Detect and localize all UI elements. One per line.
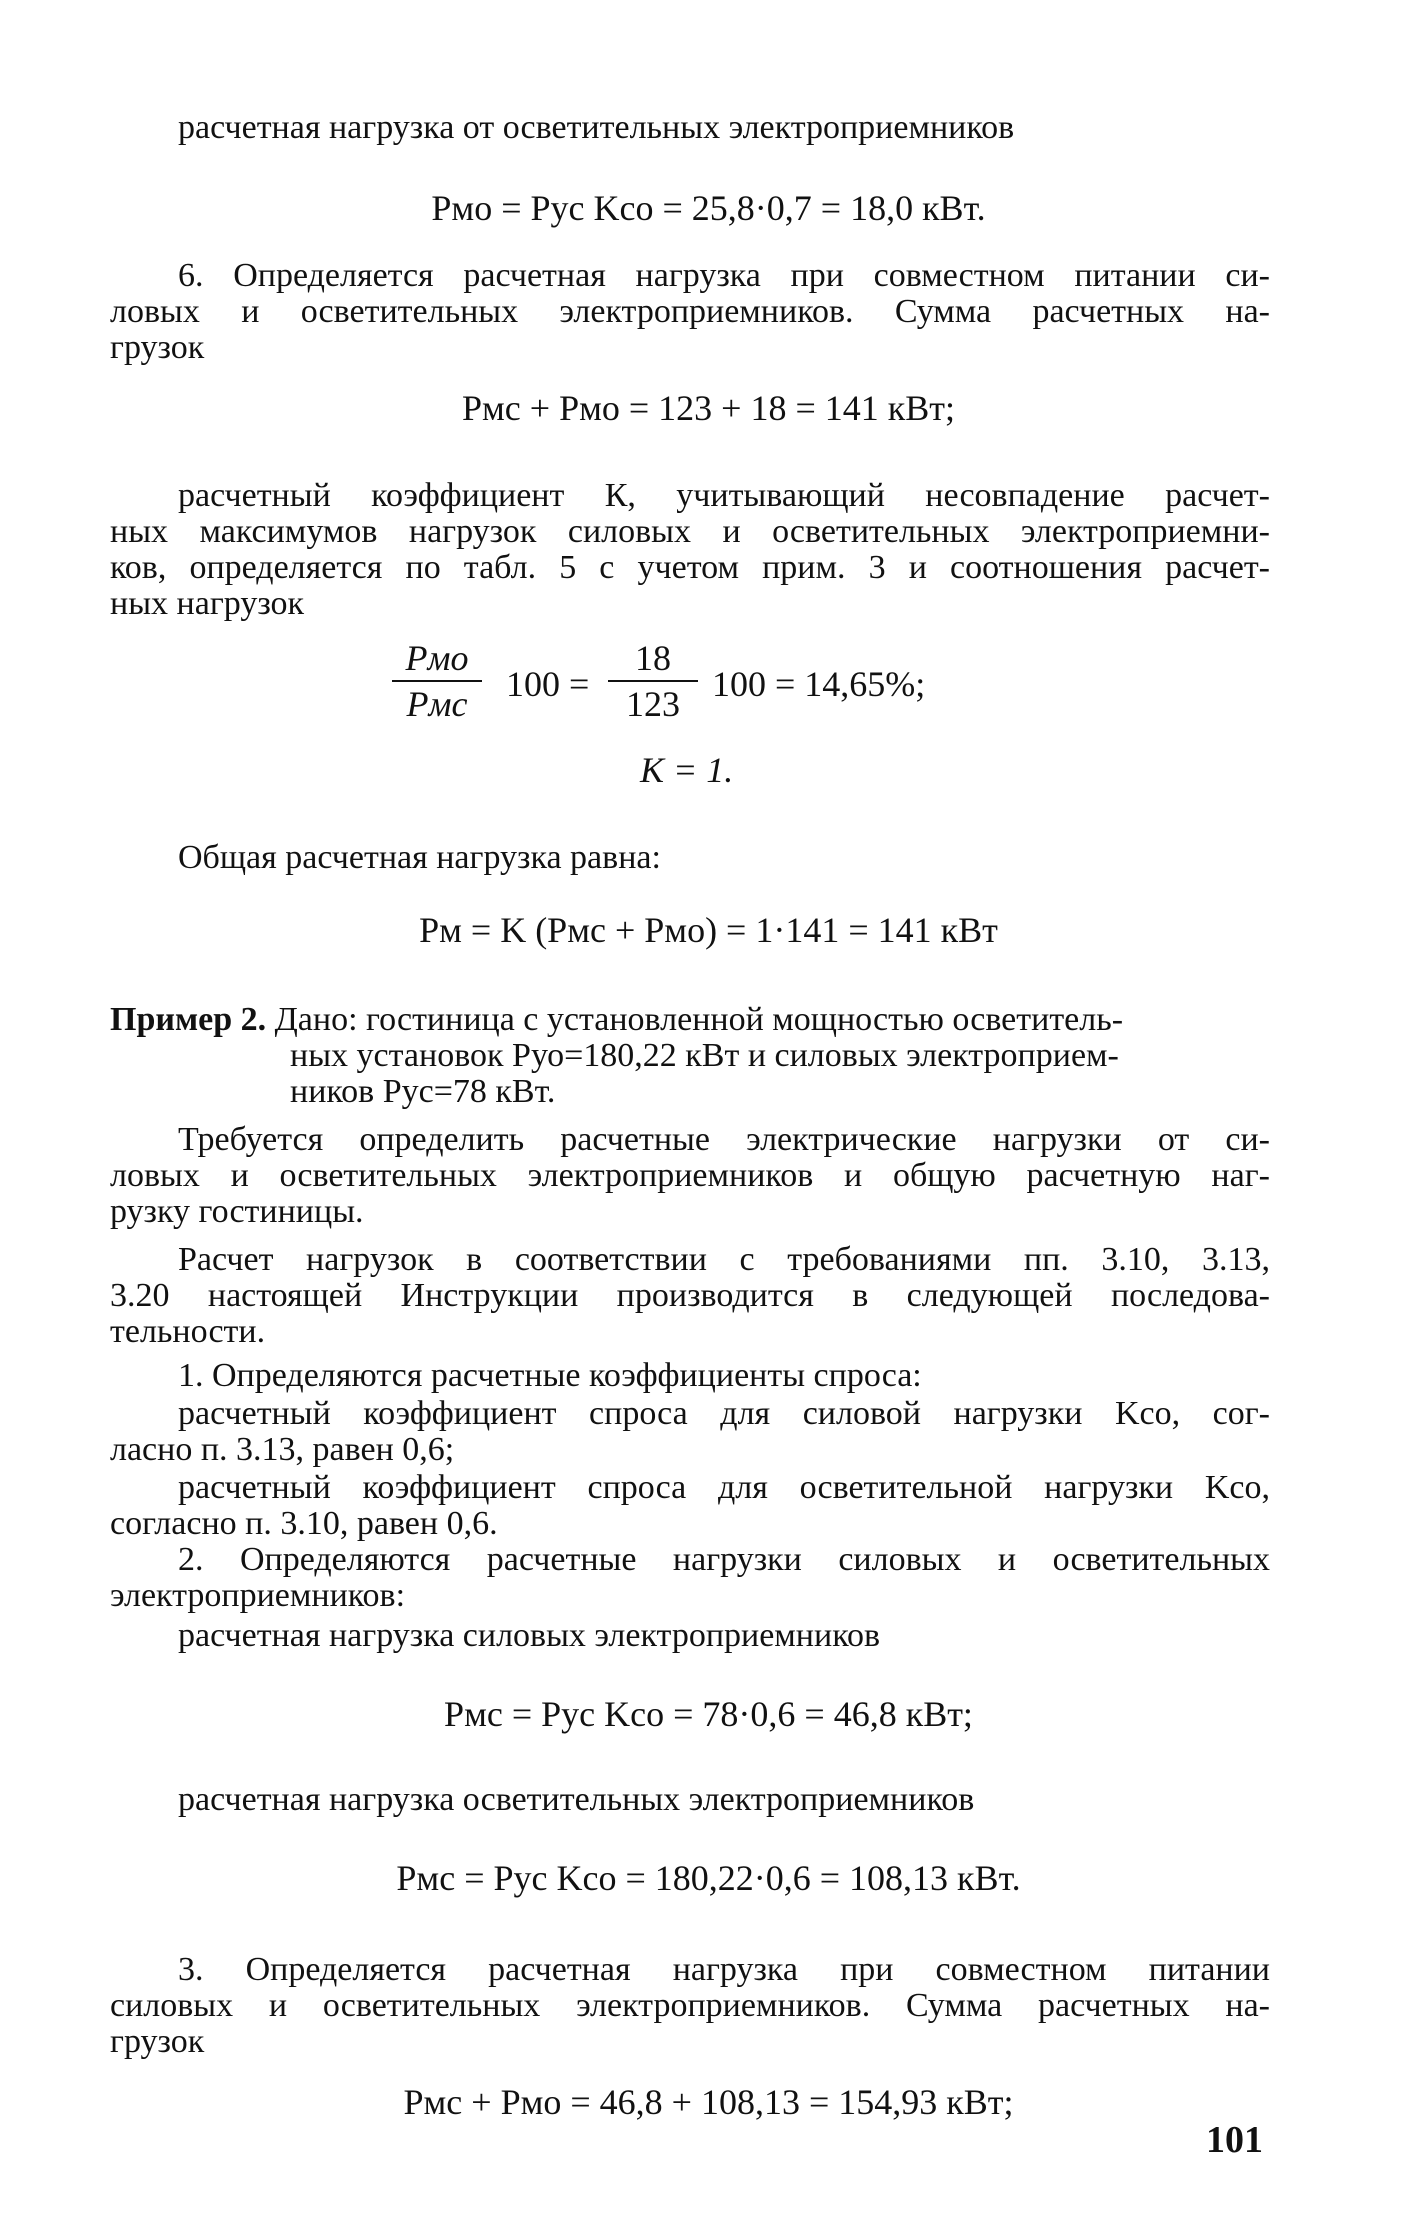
formula-sum-1: Pмс + Pмо = 123 + 18 = 141 кВт; xyxy=(461,388,956,428)
text-line: грузок xyxy=(110,329,205,366)
text-line: расчетный коэффициент спроса для осветительной нагрузки Kсо, xyxy=(178,1469,1270,1506)
text-line: ков, определяется по табл. 5 с учетом прим. 3 и соотношения расчет- xyxy=(110,549,1270,586)
formula-pmo: Pмо = Pус Kсо = 25,8·0,7 = 18,0 кВт. xyxy=(431,188,986,228)
text-line: расчетная нагрузка от осветительных электроприемников xyxy=(178,109,1015,146)
fraction-18-123 xyxy=(608,636,698,726)
text-line: грузок xyxy=(110,2023,205,2060)
text-line: 3.20 настоящей Инструкции производится в следующей последова- xyxy=(110,1277,1270,1314)
formula-k: K = 1. xyxy=(640,750,734,790)
formula-tail: 100 = 14,65%; xyxy=(712,664,926,704)
formula-sum-2: Pмс + Pмо = 46,8 + 108,13 = 154,93 кВт; xyxy=(403,2082,1014,2122)
fraction-numerator: 18 xyxy=(635,638,671,678)
text-line: согласно п. 3.10, равен 0,6. xyxy=(110,1505,498,1542)
text-line: ников Pус=78 кВт. xyxy=(290,1073,556,1110)
text-line: расчетный коэффициент спроса для силовой нагрузки Kсо, сог- xyxy=(178,1395,1270,1432)
example-line xyxy=(110,1000,1270,1040)
text-line: расчетный коэффициент К, учитывающий несовпадение расчет- xyxy=(178,477,1270,514)
text-line: Общая расчетная нагрузка равна: xyxy=(178,839,661,876)
fraction-denominator: Pмс xyxy=(406,684,468,724)
text-line: тельности. xyxy=(110,1313,266,1350)
example-heading: Пример 2. xyxy=(110,1001,267,1038)
text-line: электроприемников: xyxy=(110,1577,406,1614)
text-line: Требуется определить расчетные электрические нагрузки от си- xyxy=(178,1121,1270,1158)
formula-pmc-1: Pмс = Pус Kсо = 78·0,6 = 46,8 кВт; xyxy=(444,1694,973,1734)
text-line: ласно п. 3.13, равен 0,6; xyxy=(110,1431,455,1468)
text-line: расчетная нагрузка осветительных электроприемников xyxy=(178,1781,975,1818)
text-line: силовых и осветительных электроприемников. Сумма расчетных на- xyxy=(110,1987,1270,2024)
fraction-denominator: 123 xyxy=(626,684,680,724)
text-line: 2. Определяются расчетные нагрузки силовых и осветительных xyxy=(178,1541,1270,1578)
formula-mid: 100 = xyxy=(506,664,590,704)
text-line: расчетная нагрузка силовых электроприемников xyxy=(178,1617,881,1654)
text-line: ных нагрузок xyxy=(110,585,305,622)
text-line: 1. Определяются расчетные коэффициенты спроса: xyxy=(178,1357,922,1394)
text-line: ловых и осветительных электроприемников и общую расчетную наг- xyxy=(110,1157,1270,1194)
text-line: рузку гостиницы. xyxy=(110,1193,364,1230)
example-text: Дано: гостиница с установленной мощностью осветитель- xyxy=(274,1001,1124,1038)
text-line: ных максимумов нагрузок силовых и осветительных электроприемни- xyxy=(110,513,1270,550)
text-line: Расчет нагрузок в соответствии с требованиями пп. 3.10, 3.13, xyxy=(178,1241,1270,1278)
page-number: 101 xyxy=(1206,2119,1263,2161)
text-line: 3. Определяется расчетная нагрузка при совместном питании xyxy=(178,1951,1270,1988)
fraction-pmo-pmc xyxy=(392,636,482,726)
fraction-numerator: Pмо xyxy=(405,638,469,678)
text-line: 6. Определяется расчетная нагрузка при совместном питании си- xyxy=(178,257,1270,294)
formula-total: Pм = K (Pмс + Pмо) = 1·141 = 141 кВт xyxy=(419,910,998,950)
formula-pmc-2: Pмс = Pус Kсо = 180,22·0,6 = 108,13 кВт. xyxy=(396,1858,1021,1898)
text-line: ных установок Pуо=180,22 кВт и силовых электроприем- xyxy=(290,1037,1119,1074)
text-line: ловых и осветительных электроприемников. Сумма расчетных на- xyxy=(110,293,1270,330)
